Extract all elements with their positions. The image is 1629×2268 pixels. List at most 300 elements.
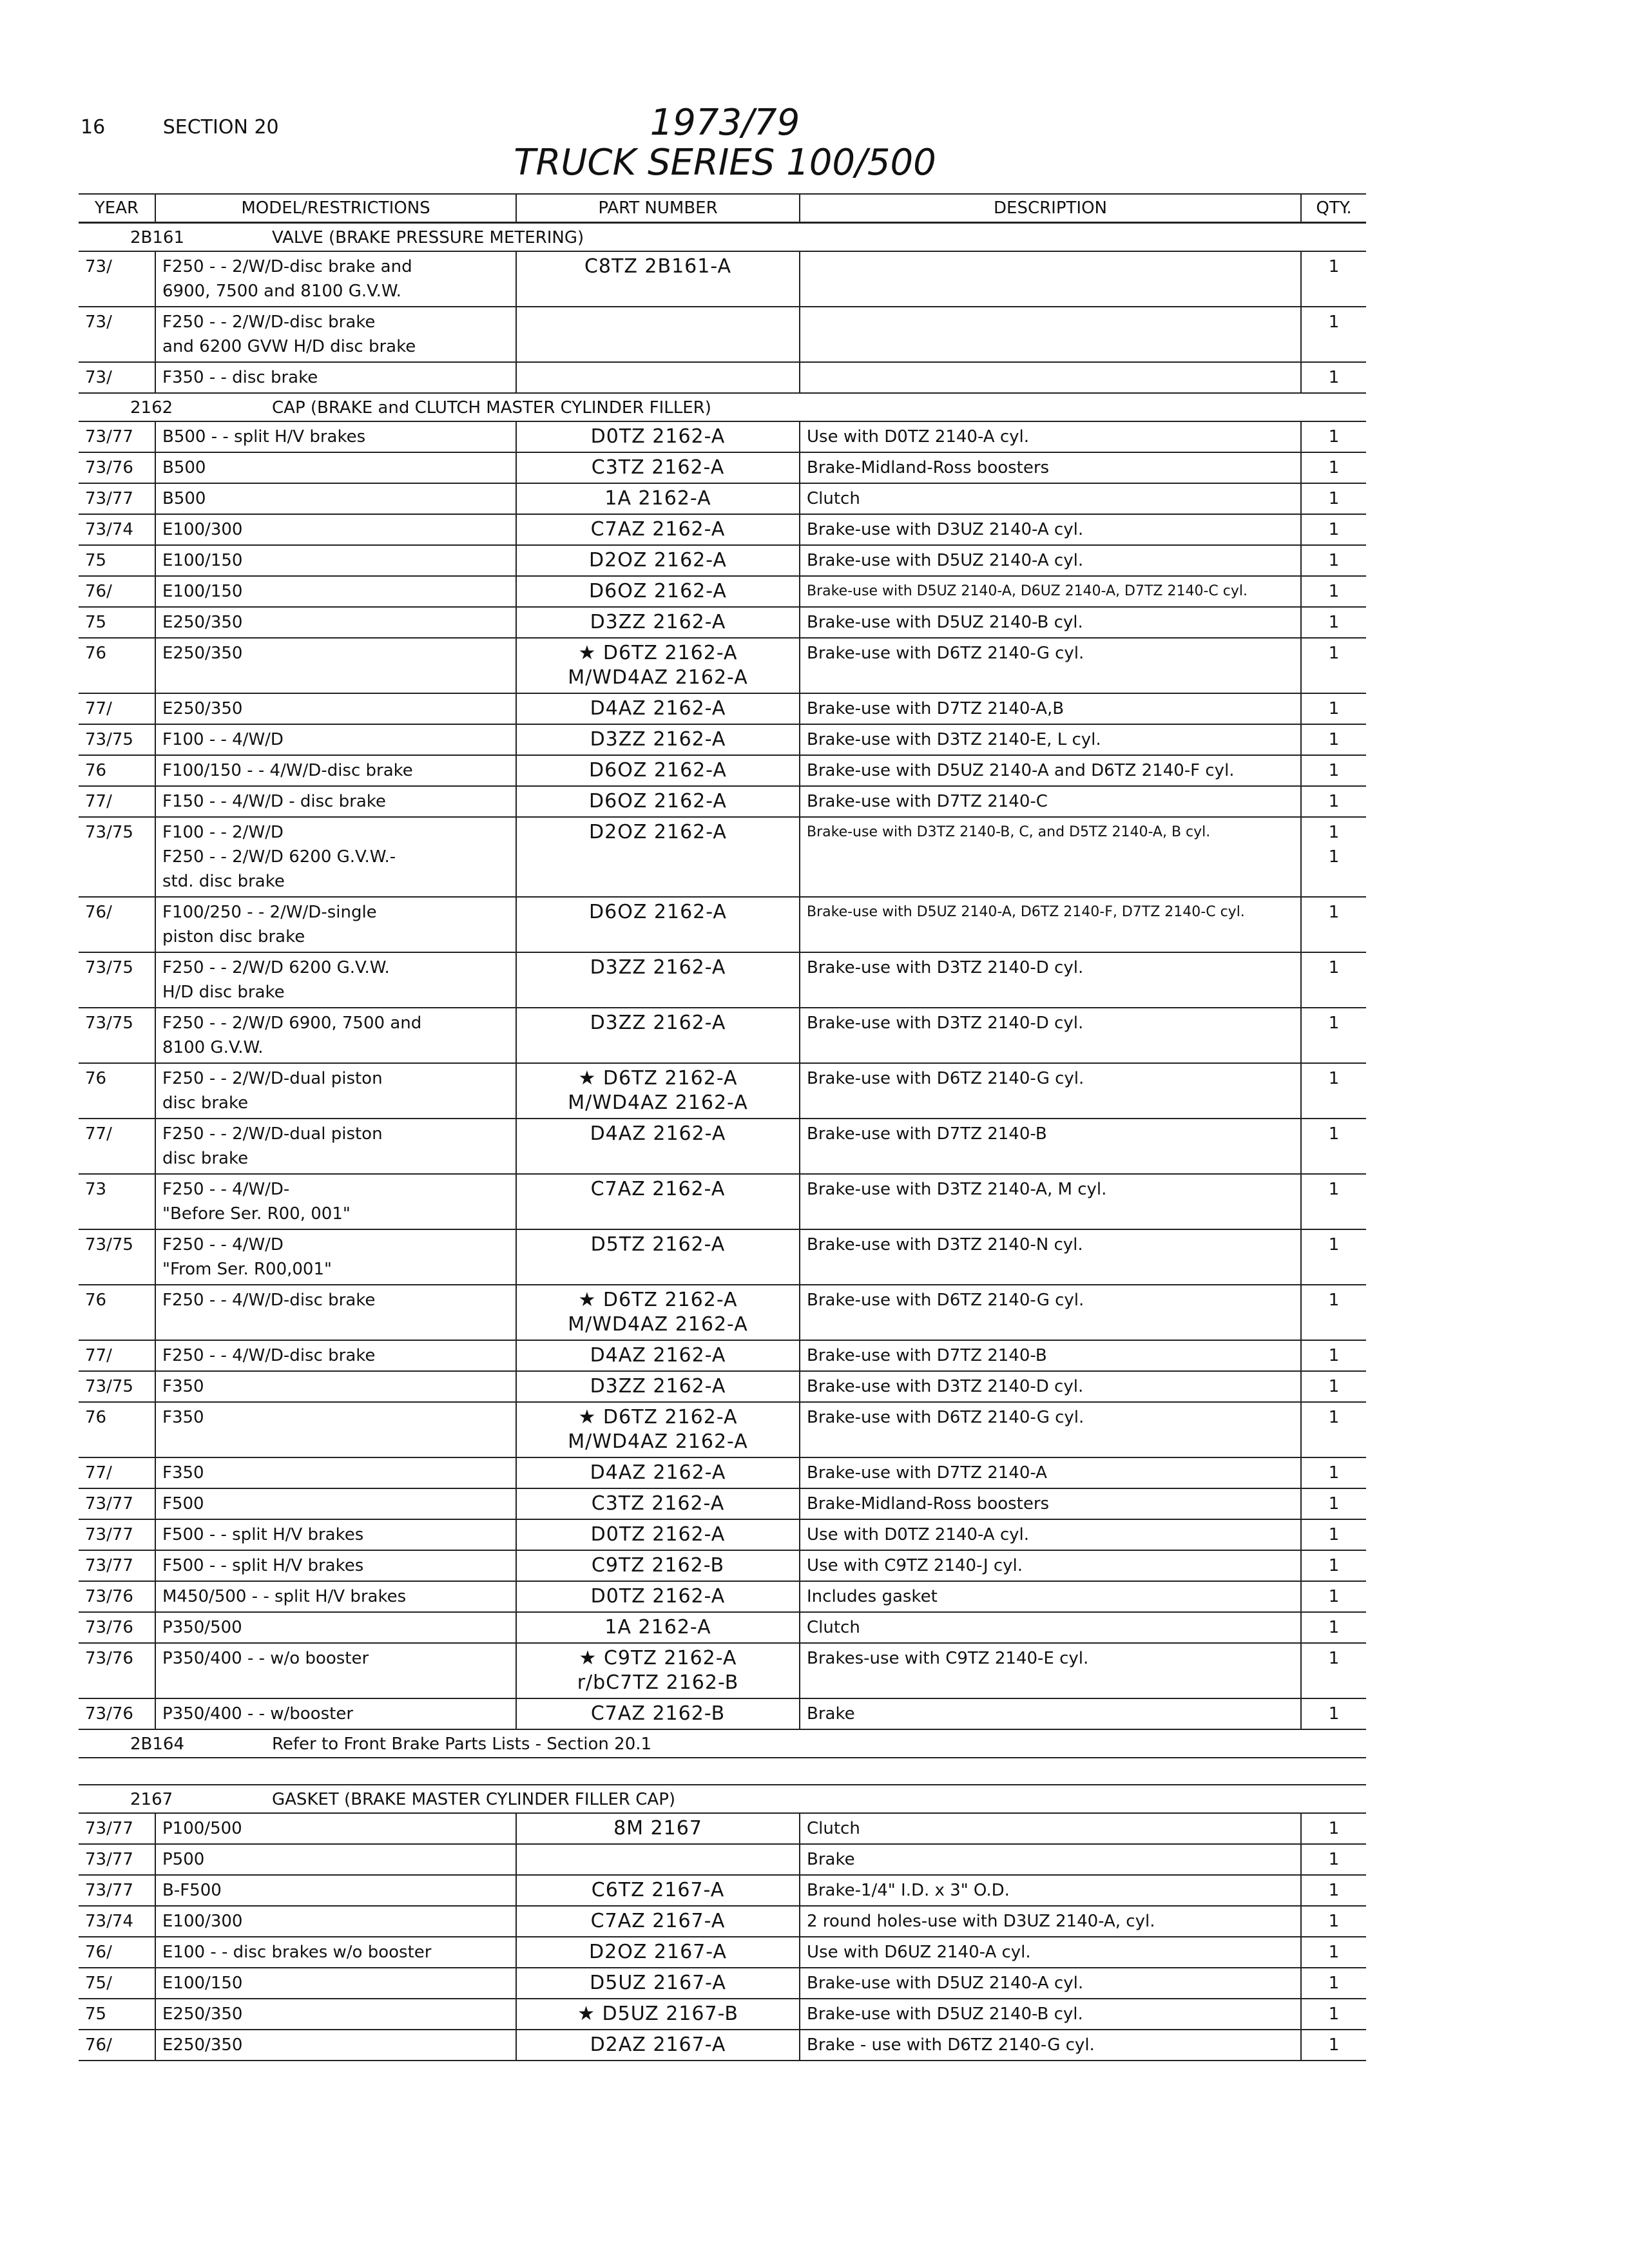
row-description <box>800 1551 1302 1581</box>
row-description <box>800 453 1302 483</box>
row-model <box>156 252 517 306</box>
row-year: 73/77 <box>79 1489 156 1519</box>
row-part-number <box>517 1520 800 1550</box>
qty-line: 1 <box>1328 257 1340 276</box>
description-line: Brake-use with D5UZ 2140-B cyl. <box>807 613 1083 632</box>
row-model <box>156 1551 517 1581</box>
row-part-number <box>517 1119 800 1173</box>
part-number-line: D4AZ 2162-A <box>590 697 726 720</box>
row-part-number <box>517 1458 800 1488</box>
qty-line: 1 <box>1328 1912 1340 1931</box>
row-qty <box>1302 898 1366 952</box>
qty-line: 1 <box>1328 1943 1340 1962</box>
row-model <box>156 1582 517 1611</box>
part-number-line: 8M 2167 <box>613 1817 702 1840</box>
table-row <box>79 1699 1366 1730</box>
row-year: 73/77 <box>79 1814 156 1843</box>
row-year: 77/ <box>79 1119 156 1173</box>
row-year: 76/ <box>79 577 156 606</box>
row-qty <box>1302 1458 1366 1488</box>
model-line: P100/500 <box>162 1819 242 1838</box>
part-number-line: M/WD4AZ 2162-A <box>568 1091 748 1114</box>
row-part-number <box>517 818 800 896</box>
row-model <box>156 818 517 896</box>
row-qty <box>1302 1520 1366 1550</box>
part-number-line: r/bC7TZ 2162-B <box>577 1671 739 1694</box>
row-part-number <box>517 725 800 754</box>
row-part-number <box>517 1699 800 1729</box>
row-model <box>156 1814 517 1843</box>
section-number: 2B161 <box>130 228 185 247</box>
row-year: 76/ <box>79 898 156 952</box>
table-row <box>79 1341 1366 1372</box>
model-line: P350/400 - - w/o booster <box>162 1649 369 1668</box>
part-number-line: C9TZ 2162-B <box>591 1554 725 1577</box>
row-qty <box>1302 546 1366 575</box>
part-number-line: 1A 2162-A <box>604 1616 711 1639</box>
row-qty <box>1302 307 1366 361</box>
row-year: 73/76 <box>79 453 156 483</box>
model-line: "Before Ser. R00, 001" <box>162 1204 351 1224</box>
model-line: P350/500 <box>162 1618 242 1637</box>
row-part-number <box>517 484 800 514</box>
part-number-line: 1A 2162-A <box>604 487 711 510</box>
part-number-line <box>523 365 793 390</box>
row-year: 73/77 <box>79 422 156 452</box>
row-model <box>156 307 517 361</box>
row-part-number <box>517 2030 800 2060</box>
row-description <box>800 1230 1302 1284</box>
row-description <box>800 1699 1302 1729</box>
row-year: 76 <box>79 1064 156 1118</box>
row-description <box>800 363 1302 392</box>
row-year: 77/ <box>79 1341 156 1370</box>
model-line: piston disc brake <box>162 927 305 947</box>
row-description <box>800 1285 1302 1340</box>
qty-line: 1 <box>1328 644 1340 663</box>
row-description <box>800 422 1302 452</box>
table-row <box>79 1520 1366 1551</box>
part-number-line: C7AZ 2162-A <box>590 518 726 541</box>
qty-line: 1 <box>1328 1377 1340 1396</box>
row-model <box>156 546 517 575</box>
row-part-number <box>517 1551 800 1581</box>
model-line: F250 - - 4/W/D <box>162 1235 284 1254</box>
row-part-number <box>517 1489 800 1519</box>
row-year: 73/75 <box>79 725 156 754</box>
description-line: Brake-Midland-Ross boosters <box>807 1494 1050 1514</box>
description-line: Brake-use with D3TZ 2140-B, C, and D5TZ 2140-A, B cyl. <box>807 824 1211 840</box>
table-row <box>79 639 1366 694</box>
row-year: 73/77 <box>79 1845 156 1874</box>
row-part-number <box>517 787 800 816</box>
row-qty <box>1302 1582 1366 1611</box>
model-line: F250 - - 4/W/D-disc brake <box>162 1291 376 1310</box>
row-model <box>156 484 517 514</box>
row-year: 73/75 <box>79 1372 156 1401</box>
description-line: Brake-use with D3TZ 2140-D cyl. <box>807 958 1084 977</box>
row-qty <box>1302 1907 1366 1936</box>
row-year: 76 <box>79 1285 156 1340</box>
table-row <box>79 2030 1366 2061</box>
qty-line: 1 <box>1328 761 1340 780</box>
row-year: 73/76 <box>79 1582 156 1611</box>
row-description <box>800 1458 1302 1488</box>
description-line: Brake-use with D3TZ 2140-D cyl. <box>807 1377 1084 1396</box>
table-row <box>79 1489 1366 1520</box>
part-number-line: D4AZ 2162-A <box>590 1344 726 1367</box>
section-label: SECTION 20 <box>162 116 279 139</box>
row-description <box>800 1403 1302 1457</box>
parts-catalog-table <box>79 193 1366 2061</box>
row-description <box>800 1968 1302 1998</box>
row-part-number <box>517 453 800 483</box>
qty-line: 1 <box>1328 582 1340 601</box>
row-qty <box>1302 1937 1366 1967</box>
description-line: Brake-use with D6TZ 2140-G cyl. <box>807 1291 1084 1310</box>
description-line: Brake-use with D7TZ 2140-A <box>807 1463 1047 1483</box>
row-description <box>800 1582 1302 1611</box>
row-model <box>156 1403 517 1457</box>
col-year: YEAR <box>79 195 156 222</box>
qty-line: 1 <box>1328 1819 1340 1838</box>
table-row <box>79 1458 1366 1489</box>
table-row <box>79 422 1366 453</box>
part-number-line: C8TZ 2B161-A <box>584 255 732 278</box>
row-model <box>156 1968 517 1998</box>
table-row <box>79 1644 1366 1699</box>
row-qty <box>1302 1968 1366 1998</box>
table-row <box>79 484 1366 515</box>
description-line: Brake-use with D5UZ 2140-A and D6TZ 2140-F cyl. <box>807 761 1235 780</box>
description-line: Brake <box>807 1850 855 1869</box>
part-number-line: D3ZZ 2162-A <box>590 611 726 633</box>
table-row <box>79 787 1366 818</box>
qty-line: 1 <box>1328 2004 1340 2024</box>
part-number-line: M/WD4AZ 2162-A <box>568 666 748 689</box>
row-year: 73/75 <box>79 818 156 896</box>
title-series: TRUCK SERIES 100/500 <box>514 142 936 184</box>
part-number-line: D0TZ 2162-A <box>590 1585 726 1608</box>
part-number-line: D2OZ 2167-A <box>589 1941 727 1963</box>
qty-line: 1 <box>1328 1704 1340 1724</box>
row-description <box>800 1999 1302 2029</box>
description-line: Brake-use with D3TZ 2140-N cyl. <box>807 1235 1083 1254</box>
model-line: E250/350 <box>162 613 243 632</box>
table-row <box>79 1937 1366 1968</box>
row-model <box>156 1489 517 1519</box>
table-row <box>79 1403 1366 1458</box>
row-part-number <box>517 546 800 575</box>
row-description <box>800 608 1302 637</box>
row-description <box>800 953 1302 1007</box>
part-number-line: D4AZ 2162-A <box>590 1122 726 1145</box>
row-year: 73/74 <box>79 515 156 544</box>
row-model <box>156 1520 517 1550</box>
row-description <box>800 1064 1302 1118</box>
row-qty <box>1302 787 1366 816</box>
row-model <box>156 2030 517 2060</box>
row-part-number <box>517 1175 800 1229</box>
model-line: F100 - - 2/W/D <box>162 823 284 842</box>
row-model <box>156 363 517 392</box>
row-description <box>800 1814 1302 1843</box>
description-line <box>807 255 1294 279</box>
table-row <box>79 307 1366 363</box>
model-line: and 6200 GVW H/D disc brake <box>162 337 416 356</box>
row-year: 73/76 <box>79 1613 156 1642</box>
table-row <box>79 515 1366 546</box>
row-year: 76 <box>79 756 156 785</box>
row-year: 75 <box>79 1999 156 2029</box>
part-number-line: D6OZ 2162-A <box>589 580 727 602</box>
description-line: Brake-use with D3TZ 2140-E, L cyl. <box>807 730 1101 749</box>
model-line: F350 <box>162 1408 204 1427</box>
table-row <box>79 898 1366 953</box>
row-part-number <box>517 1876 800 1905</box>
section-title: VALVE (BRAKE PRESSURE METERING) <box>272 228 584 247</box>
row-part-number <box>517 1403 800 1457</box>
qty-line: 1 <box>1328 1069 1340 1088</box>
row-model <box>156 1845 517 1874</box>
model-line: F100 - - 4/W/D <box>162 730 284 749</box>
description-line: Brake-use with D5UZ 2140-A cyl. <box>807 551 1084 570</box>
qty-line: 1 <box>1328 792 1340 811</box>
table-row <box>79 694 1366 725</box>
note-2b164 <box>79 1730 1366 1758</box>
row-year: 73/77 <box>79 484 156 514</box>
part-number-line: D2OZ 2162-A <box>589 549 727 572</box>
row-model <box>156 1175 517 1229</box>
model-line: "From Ser. R00,001" <box>162 1260 332 1279</box>
description-line: Brake - use with D6TZ 2140-G cyl. <box>807 2035 1095 2055</box>
row-part-number <box>517 577 800 606</box>
row-year: 76/ <box>79 1937 156 1967</box>
description-line: Clutch <box>807 489 860 508</box>
description-line: Brake-use with D3UZ 2140-A cyl. <box>807 520 1084 539</box>
row-year: 75 <box>79 546 156 575</box>
part-number-line: ★ D6TZ 2162-A <box>578 1289 738 1311</box>
row-description <box>800 1119 1302 1173</box>
qty-line: 1 <box>1328 1124 1340 1144</box>
row-year: 77/ <box>79 1458 156 1488</box>
col-model: MODEL/RESTRICTIONS <box>156 195 517 222</box>
part-number-line: C6TZ 2167-A <box>591 1879 725 1901</box>
row-description <box>800 1907 1302 1936</box>
row-part-number <box>517 1937 800 1967</box>
column-header-row <box>79 193 1366 224</box>
part-number-line: ★ D6TZ 2162-A <box>578 1067 738 1090</box>
page-number: 16 <box>81 116 106 139</box>
model-line: 8100 G.V.W. <box>162 1038 264 1057</box>
model-line: H/D disc brake <box>162 983 285 1002</box>
row-model <box>156 725 517 754</box>
row-year: 75/ <box>79 1968 156 1998</box>
table-row <box>79 1064 1366 1119</box>
row-qty <box>1302 1613 1366 1642</box>
model-line: E100/300 <box>162 520 243 539</box>
row-description <box>800 1644 1302 1698</box>
description-line: Brake-use with D6TZ 2140-G cyl. <box>807 644 1084 663</box>
row-model <box>156 1458 517 1488</box>
note-number: 2B164 <box>130 1735 185 1754</box>
row-year: 73/76 <box>79 1699 156 1729</box>
row-model <box>156 422 517 452</box>
row-qty <box>1302 453 1366 483</box>
row-qty <box>1302 1372 1366 1401</box>
part-number-line: D2OZ 2162-A <box>589 821 727 843</box>
model-line: M450/500 - - split H/V brakes <box>162 1587 407 1606</box>
row-description <box>800 725 1302 754</box>
model-line: F500 - - split H/V brakes <box>162 1525 364 1544</box>
qty-line: 1 <box>1328 1291 1340 1310</box>
description-line <box>807 310 1294 334</box>
model-line: E100/300 <box>162 1912 243 1931</box>
part-number-line: C3TZ 2162-A <box>591 456 725 479</box>
row-part-number <box>517 639 800 693</box>
table-row <box>79 1613 1366 1644</box>
table-row <box>79 1876 1366 1907</box>
qty-line: 1 <box>1328 2035 1340 2055</box>
description-line: 2 round holes-use with D3UZ 2140-A, cyl. <box>807 1912 1155 1931</box>
description-line: Use with C9TZ 2140-J cyl. <box>807 1556 1023 1575</box>
row-description <box>800 515 1302 544</box>
table-row <box>79 546 1366 577</box>
row-year: 75 <box>79 608 156 637</box>
table-row <box>79 453 1366 484</box>
table-row <box>79 1175 1366 1230</box>
row-year: 77/ <box>79 694 156 724</box>
qty-line: 1 <box>1328 903 1340 922</box>
row-description <box>800 1876 1302 1905</box>
row-year: 73/ <box>79 363 156 392</box>
part-number-line: C7AZ 2162-A <box>590 1178 726 1200</box>
section-title: GASKET (BRAKE MASTER CYLINDER FILLER CAP) <box>272 1790 676 1809</box>
row-description <box>800 1489 1302 1519</box>
row-model <box>156 953 517 1007</box>
row-part-number <box>517 1285 800 1340</box>
row-year: 73/77 <box>79 1876 156 1905</box>
section-header <box>79 224 1366 252</box>
qty-line: 1 <box>1328 1618 1340 1637</box>
row-part-number <box>517 363 800 392</box>
description-line: Brake-use with D3TZ 2140-D cyl. <box>807 1014 1084 1033</box>
row-part-number <box>517 1907 800 1936</box>
table-row <box>79 818 1366 898</box>
table-row <box>79 608 1366 639</box>
row-description <box>800 1613 1302 1642</box>
description-line: Brake-use with D5UZ 2140-A, D6TZ 2140-F, D7TZ 2140-C cyl. <box>807 904 1245 920</box>
part-number-line: D3ZZ 2162-A <box>590 1375 726 1398</box>
row-description <box>800 546 1302 575</box>
description-line: Clutch <box>807 1819 860 1838</box>
description-line: Brake-use with D7TZ 2140-A,B <box>807 699 1065 718</box>
qty-line: 1 <box>1328 1974 1340 1993</box>
part-number-line: D4AZ 2162-A <box>590 1461 726 1484</box>
row-qty <box>1302 756 1366 785</box>
row-part-number <box>517 608 800 637</box>
row-qty <box>1302 1341 1366 1370</box>
row-part-number <box>517 252 800 306</box>
description-line: Brake-use with D6TZ 2140-G cyl. <box>807 1408 1084 1427</box>
part-number-line: ★ D6TZ 2162-A <box>578 642 738 664</box>
col-qty: QTY. <box>1316 198 1352 218</box>
row-description <box>800 1845 1302 1874</box>
row-model <box>156 756 517 785</box>
note-text: Refer to Front Brake Parts Lists - Section 20.1 <box>272 1735 652 1754</box>
part-number-line: D3ZZ 2162-A <box>590 956 726 979</box>
model-line: F500 <box>162 1494 204 1514</box>
section-header <box>79 394 1366 422</box>
table-row <box>79 252 1366 307</box>
row-qty <box>1302 1119 1366 1173</box>
row-part-number <box>517 1814 800 1843</box>
row-part-number <box>517 694 800 724</box>
model-line: E250/350 <box>162 2004 243 2024</box>
model-line: E100 - - disc brakes w/o booster <box>162 1943 432 1962</box>
row-model <box>156 1699 517 1729</box>
section-number: 2167 <box>130 1790 173 1809</box>
qty-line: 1 <box>1328 1587 1340 1606</box>
row-model <box>156 1876 517 1905</box>
row-qty <box>1302 725 1366 754</box>
row-qty <box>1302 1845 1366 1874</box>
row-part-number <box>517 756 800 785</box>
row-part-number <box>517 515 800 544</box>
row-part-number <box>517 1064 800 1118</box>
row-year: 76 <box>79 639 156 693</box>
qty-line: 1 <box>1328 1494 1340 1514</box>
part-number-line: D3ZZ 2162-A <box>590 728 726 751</box>
description-line: Brakes-use with C9TZ 2140-E cyl. <box>807 1649 1089 1668</box>
model-line: B-F500 <box>162 1881 222 1900</box>
title-years: 1973/79 <box>650 102 800 144</box>
col-desc: DESCRIPTION <box>800 195 1302 222</box>
part-number-line: D5TZ 2162-A <box>590 1233 726 1256</box>
row-description <box>800 577 1302 606</box>
table-row <box>79 1845 1366 1876</box>
table-row <box>79 577 1366 608</box>
qty-line: 1 <box>1328 427 1340 447</box>
qty-line: 1 <box>1328 1014 1340 1033</box>
row-year: 73/75 <box>79 1230 156 1284</box>
row-model <box>156 1907 517 1936</box>
qty-line: 1 <box>1328 613 1340 632</box>
sections-host <box>79 224 1366 2061</box>
row-model <box>156 1285 517 1340</box>
description-line: Use with D0TZ 2140-A cyl. <box>807 1525 1029 1544</box>
model-line: F350 <box>162 1377 204 1396</box>
qty-line: 1 <box>1328 847 1340 867</box>
row-description <box>800 639 1302 693</box>
row-qty <box>1302 1403 1366 1457</box>
qty-line: 1 <box>1328 551 1340 570</box>
model-line: E250/350 <box>162 644 243 663</box>
description-line: Brake-use with D7TZ 2140-B <box>807 1346 1047 1365</box>
row-qty <box>1302 1644 1366 1698</box>
part-number-line: M/WD4AZ 2162-A <box>568 1313 748 1336</box>
row-year: 73/ <box>79 252 156 306</box>
row-year: 73/76 <box>79 1644 156 1698</box>
model-line: F350 <box>162 1463 204 1483</box>
model-line: P350/400 - - w/booster <box>162 1704 354 1724</box>
part-number-line: D0TZ 2162-A <box>590 1523 726 1546</box>
qty-line: 1 <box>1328 520 1340 539</box>
table-row <box>79 1999 1366 2030</box>
part-number-line: D6OZ 2162-A <box>589 790 727 812</box>
model-line: F250 - - 2/W/D-disc brake <box>162 312 376 332</box>
row-description <box>800 1372 1302 1401</box>
